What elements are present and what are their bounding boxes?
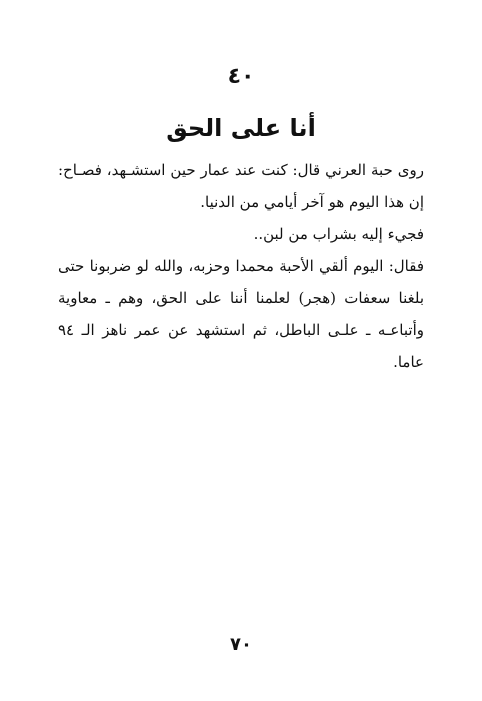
- page-number: ٧٠: [230, 634, 252, 655]
- paragraph-3: فقال: اليوم ألقي الأحبة محمدا وحزبه، والله لو ضربونا حتى بلغنا سعفات (هجر) لعلمنا أننا على الحق، وهم ـ معاوية وأتباعـه ـ علـى الباطل، ثم استشهد عن عمر ناهز الـ ٩٤ عاما.: [58, 257, 424, 371]
- paragraph-2: فجيء إليه بشراب من لبن..: [253, 225, 424, 243]
- paragraph-1: روى حبة العرني قال: كنت عند عمار حين استشـهد، فصـاح: إن هذا اليوم هو آخر أيامي من الدنيا.: [58, 161, 424, 211]
- section-number: ٤٠: [227, 64, 255, 89]
- body-text: [58, 154, 424, 378]
- page-title: أنا على الحق: [166, 114, 316, 142]
